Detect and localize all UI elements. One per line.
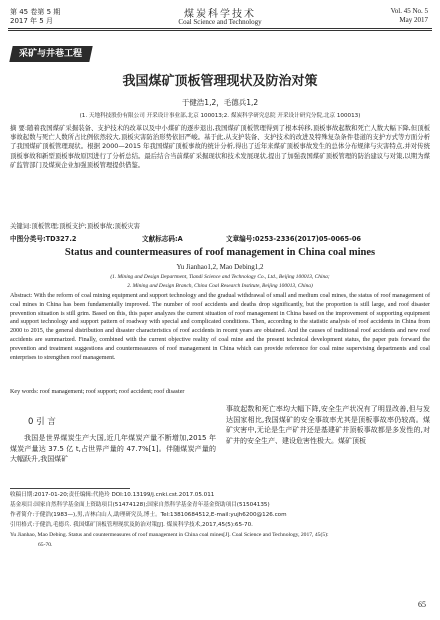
affiliation-en-1: (1. Mining and Design Department, Tiandi Science and Technology Co., Ltd., Beijing 100013, China; [110, 274, 330, 280]
footnote-citation-en-pages: 65-70. [38, 542, 53, 548]
header-rule-top [8, 28, 432, 29]
footnote-rule [10, 488, 130, 489]
footnote-received: 收稿日期:2017-01-20;责任编辑:代艳玲 DOI:10.13199/j.cnki.cst.2017.05.011 [10, 492, 215, 498]
article-number: 文章编号:0253-2336(2017)05-0065-06 [226, 235, 362, 243]
abstract-cn: 摘 要:随着我国煤矿采掘装备、支护技术的改革以及中小煤矿的逐步退出,我国煤矿顶板管理得到了根本转移,顶板事故起数和死亡人数大幅下降,但顶板事故起数与死亡人数所占比例依然较大,顶板灾害防治形势依旧严峻。基于此,从支护装备、支护技术的改进及特殊复杂条件巷道的支护方式等方面分析了我国煤矿顶板管理现状。根据 2000—2015 年我国煤矿顶板事故的统计分析,得出了近年来煤矿顶板事故发生的总体分布规律与灾害特点,并对传统顶板事故和新型顶板事故原因进行了分析总结。最后结合当前煤矿采掘现状和技术发展现状,提出了加强我国煤矿顶板管理的防治建议与对策,以期为煤矿监管部门及煤炭企业加强顶板管理提供借鉴。 [10, 124, 430, 169]
keywords-en: Key words: roof management; roof support; roof accident; roof disaster [10, 389, 185, 395]
keywords-cn: 关键词:顶板管理;顶板支护;顶板事故;顶板灾害 [10, 222, 141, 230]
header-volume-en: Vol. 45 No. 5 [390, 7, 428, 15]
header-rule-bottom [8, 30, 432, 31]
authors-cn: 于健浩1,2，毛德兵1,2 [181, 98, 259, 107]
clc-number: 中图分类号:TD327.2 [10, 235, 77, 243]
authors-en: Yu Jianhao1,2, Mao Debing1,2 [176, 263, 264, 271]
header-date-en: May 2017 [399, 16, 428, 24]
section-tag: 采矿与井巷工程 [9, 46, 92, 62]
footnote-author-bio: 作者简介:于健浩(1983—),男,吉林白山人,助理研究员,博士。Tel:13810684512,E-mail:yujh6200@126.com [10, 512, 287, 518]
article-title-en: Status and countermeasures of roof management in China coal mines [64, 247, 376, 258]
page-number: 65 [418, 600, 426, 609]
document-code: 文献标志码:A [142, 235, 183, 243]
article-title-cn: 我国煤矿顶板管理现状及防治对策 [122, 74, 318, 89]
affiliation-cn: (1. 天地科技股份有限公司 开采设计事业部,北京 100013;2. 煤炭科学研究总院 开采设计研究分院,北京 100013) [79, 113, 361, 119]
journal-title-en: Coal Science and Technology [178, 18, 262, 26]
intro-paragraph-left: 我国是世界煤炭生产大国,近几年煤炭产量不断增加,2015 年煤炭产量达 37.5 亿 t,占世界产量的 47.7%[1]。伴随煤炭产量的大幅跃升,我国煤矿 [10, 434, 216, 463]
footnote-citation-cn: 引用格式:于健浩,毛德兵. 我国煤矿顶板管理现状及防治对策[J]. 煤炭科学技术,2017,45(5):65-70. [10, 522, 253, 528]
intro-heading: 0 引 言 [28, 417, 56, 427]
header-volume-issue: 第 45 卷第 5 期 [10, 8, 61, 16]
abstract-en: Abstract: With the reform of coal mining equipment and support technology and the gradual withdrawal of small and medium coal mines, the status of roof management of coal mines in China has been fundamentally improved. The number of roof accidents and deaths drop significantly, but the proportion is still large, and roof disaster prevention situation is still grim. Based on this, this paper analyzes the current situation of roof management in China based on the improvement of supporting equipment and support technology and support pattern of roadway with special and complicated conditions. Then, according to the statistic analysis of roof accidents in China from 2000 to 2015, the general distribution and disaster characteristics of roof accidents in recent years are obtained. And the causes of traditional roof accidents and new roof accidents are summarized. Finally, combined with the current objective reality of coal mine and the present technical development status, the paper puts forward the prevention and treatment suggestions and countermeasures of roof management in China which can provide reference for coal mine supervising departments and coal enterprises to strengthen roof management. [10, 293, 430, 361]
footnote-citation-en: Yu Jianhao, Mao Debing. Status and countermeasures of roof management in China coal mines[J]. Coal Science and Technology, 2017, 45(5): [10, 532, 329, 538]
intro-paragraph-right: 事故起数和死亡率均大幅下降,安全生产状况有了明显改善,但与发达国家相比,我国煤矿的安全事故率尤其是顶板事故率仍较高。煤矿灾害中,无论是生产矿井还是基建矿井顶板事故都是多发性的,对矿井的安全生产、建设危害性极大。煤矿顶板 [226, 405, 430, 445]
header-date-cn: 2017 年 5 月 [10, 17, 53, 25]
footnote-funding: 基金项目:国家自然科学基金面上资助项目(51474128);国家自然科学基金青年基金资助项目(51504135) [10, 502, 270, 508]
affiliation-en-2: 2. Mining and Design Branch, China Coal Research Institute, Beijing 100013, China) [127, 283, 313, 289]
journal-title-cn: 煤炭科学技术 [184, 9, 256, 20]
